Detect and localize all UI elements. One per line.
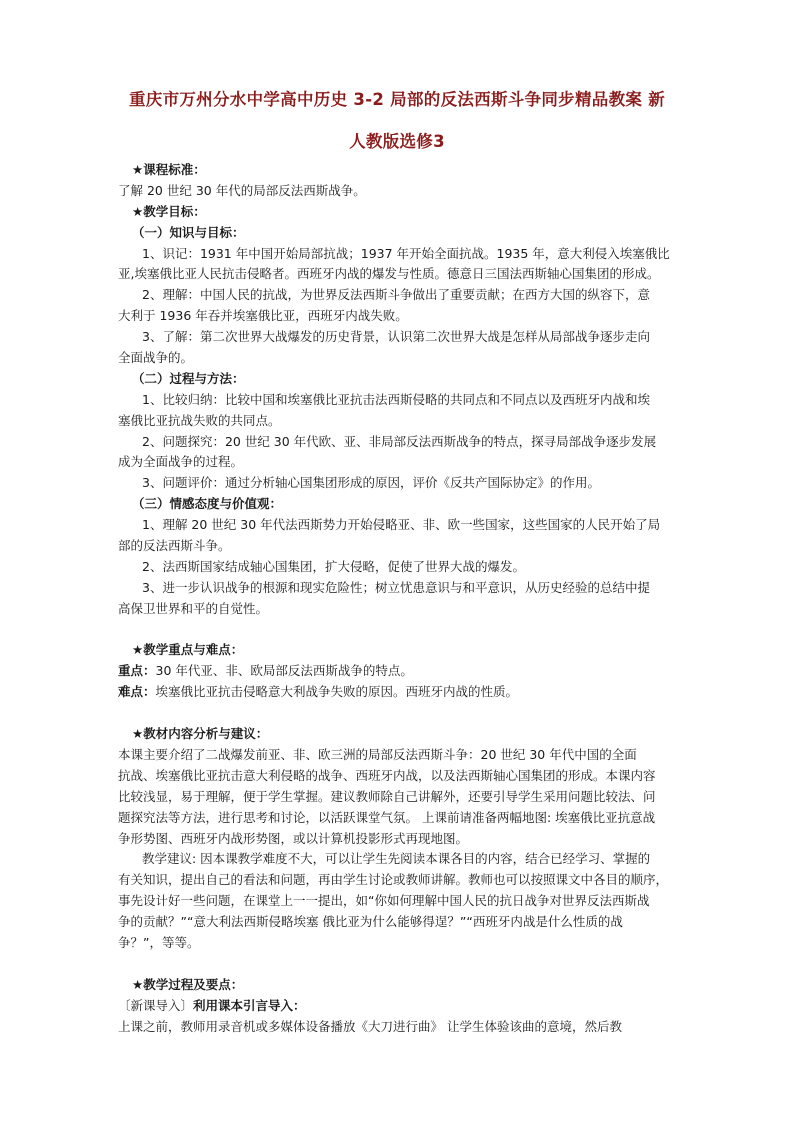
difficulty-line [118,682,698,703]
paragraph-text: 1、理解 20 世纪 30 年代法西斯势力开始侵略亚、非、欧一些国家，这些国家的人民开始了局 [142,517,661,533]
paragraph-text: 高保卫世界和平的自觉性。 [118,600,269,616]
paragraph-text: 2、法西斯国家结成轴心国集团，扩大侵略，促使了世界大战的爆发。 [142,558,525,574]
paragraph-text: 3、了解：第二次世界大战爆发的历史背景，认识第二次世界大战是怎样从局部战争逐步走向 [142,329,650,345]
key-point-line [118,661,698,682]
paragraph-text: 大利于 1936 年吞并埃塞俄比亚，西班牙内战失败。 [118,308,408,324]
difficulty-label: 难点： [118,684,156,700]
paragraph-text: 教学建议: 因本课教学难度不大，可以让学生先阅读本课各目的内容，结合已经学习、掌握的 [142,851,651,867]
paragraph-text: 题探究法等方法，进行思考和讨论，以活跃课堂气氛。 上课前请准备两幅地图: 埃塞俄比亚抗意战 [118,809,656,825]
heading-knowledge: （一）知识与目标： [132,224,245,240]
heading-material-analysis: ★教材内容分析与建议： [132,726,269,742]
paragraph-text: 3、问题评价：通过分析轴心国集团形成的原因，评价《反共产国际协定》的作用。 [142,475,600,491]
difficulty-text: 埃塞俄比亚抗击侵略意大利战争失败的原因。西班牙内战的性质。 [155,684,519,700]
document-body [118,160,698,1037]
heading-teaching-process: ★教学过程及要点： [132,976,244,992]
paragraph-text: 3、进一步认识战争的根源和现实危险性；树立忧患意识与和平意识，从历史经验的总结中提 [142,579,650,595]
heading-key-points: ★教学重点与难点： [132,642,244,658]
document-title-line-2: 人教版选修3 [349,132,445,151]
paragraph-text: 2、理解：中国人民的抗战，为世界反法西斯斗争做出了重要贡献；在西方大国的纵容下，意 [142,287,650,303]
paragraph-text: 塞俄比亚抗战失败的共同点。 [118,412,281,428]
paragraph-text: 争形势图、西班牙内战形势图，或以计算机投影形式再现地图。 [118,830,469,846]
paragraph-text: 争？”，等等。 [118,934,200,950]
paragraph-course-standard: 了解 20 世纪 30 年代的局部反法西斯战争。 [118,182,366,198]
paragraph-text: 抗战、埃塞俄比亚抗击意大利侵略的战争、西班牙内战，以及法西斯轴心国集团的形成。本课内容 [118,767,656,783]
paragraph-text: 亚,埃塞俄比亚人民抗击侵略者。西班牙内战的爆发与性质。德意日三国法西斯轴心国集团的形成。 [118,266,660,282]
paragraph-text: 比较浅显，易于理解，便于学生掌握。建议教师除自己讲解外，还要引导学生采用问题比较法、问 [118,788,656,804]
intro-line [118,996,698,1017]
heading-process-method: （二）过程与方法： [132,370,245,386]
key-point-text: 30 年代亚、非、欧局部反法西斯战争的特点。 [155,663,413,679]
document-title-line-1: 重庆市万州分水中学高中历史 3-2 局部的反法西斯斗争同步精品教案 新 [128,90,666,109]
heading-teaching-objectives: ★教学目标： [132,203,206,219]
paragraph-text: 上课之前，教师用录音机或多媒体设备播放《大刀进行曲》 让学生体验该曲的意境，然后教 [118,1018,622,1034]
paragraph-text: 争的贡献？”“意大利法西斯侵略埃塞 俄比亚为什么能够得逞？”“西班牙内战是什么性质的战 [118,914,623,930]
paragraph-text: 有关知识，提出自己的看法和问题，再由学生讨论或教师讲解。教师也可以按照课文中各目的顺序， [118,872,669,888]
heading-emotion-values: （三）情感态度与价值观： [132,496,283,512]
paragraph-text: 1、识记：1931 年中国开始局部抗战；1937 年开始全面抗战。1935 年，意大利侵入埃塞俄比 [142,245,670,261]
paragraph-text: 1、比较归纳：比较中国和埃塞俄比亚抗击法西斯侵略的共同点和不同点以及西班牙内战和埃 [142,391,650,407]
paragraph-text: 本课主要介绍了二战爆发前亚、非、欧三洲的局部反法西斯斗争：20 世纪 30 年代中国的全面 [118,746,637,762]
intro-bold-label: 利用课本引言导入： [193,997,306,1013]
intro-bracket-label: 〔新课导入〕 [118,997,194,1013]
paragraph-text: 成为全面战争的过程。 [118,454,244,470]
heading-course-standard: ★课程标准： [132,162,206,177]
paragraph-text: 事先设计好一些问题，在课堂上一一提出，如“你如何理解中国人民的抗日战争对世界反法西斯战 [118,893,650,909]
paragraph-text: 全面战争的。 [118,350,194,366]
key-point-label: 重点： [118,663,156,679]
paragraph-text: 部的反法西斯斗争。 [118,538,231,554]
paragraph-text: 2、问题探究：20 世纪 30 年代欧、亚、非局部反法西斯战争的特点，探寻局部战争逐步发展 [142,433,657,449]
